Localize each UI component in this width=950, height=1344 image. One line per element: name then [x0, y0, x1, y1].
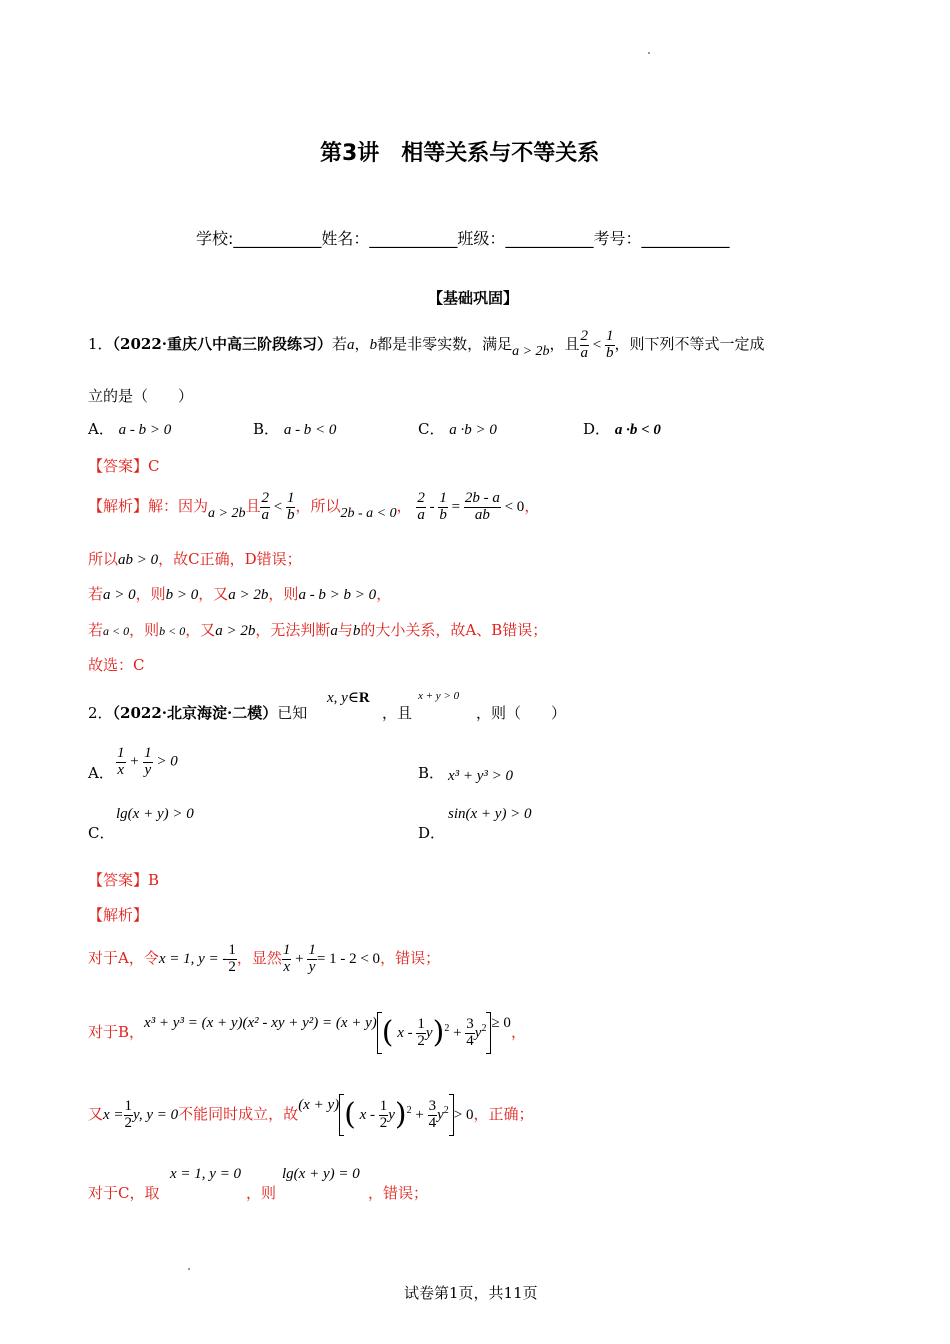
text: ， — [510, 1023, 526, 1041]
q1-analysis-line2 — [88, 548, 302, 569]
math: x³ + y³ = (x + y)(x² - xy + y²) = (x + y) — [144, 1015, 377, 1031]
analysis-head: 【解析】解：因为 — [88, 497, 209, 515]
math: a > 2b — [208, 506, 246, 521]
q2-answer: 【答案】B — [88, 871, 160, 889]
q2-option-c-expr: lg(x + y) > 0 — [116, 806, 194, 822]
math: a - b > b > 0 — [298, 587, 377, 603]
frac: $\frac{2b - a}{ab}$ — [464, 489, 500, 523]
q1-text: 都是非零实数，满足 — [377, 335, 513, 353]
class-label: 班级： — [457, 229, 506, 248]
number-blank: ___________ — [641, 229, 730, 248]
q2-option-b-label: B． — [418, 764, 445, 782]
decorative-dot — [188, 1268, 190, 1270]
class-blank: ___________ — [505, 229, 594, 248]
text: 又 — [88, 1105, 104, 1123]
option-label: B． — [253, 420, 280, 438]
text: 不能同时成立，故 — [178, 1105, 299, 1123]
text: 且 — [245, 497, 261, 515]
option-label: D． — [583, 420, 611, 438]
q2-option-c-label: C． — [88, 824, 115, 842]
q2-analysis-c-text2: ，则 — [246, 1184, 277, 1202]
name-label: 姓名： — [321, 229, 370, 248]
text: ，无法判断 — [255, 621, 331, 639]
text: ，则 — [268, 585, 299, 603]
q2-analysis-a: 对于A，令x = 1, y = - $\frac{1}{2}$ ，显然 $\frac{1}{x}$ + $\frac{1}{y}$ = 1 - 2 < 0，错误； — [88, 941, 441, 975]
math: = 1 - 2 < 0 — [316, 951, 381, 967]
frac: $\frac{1}{2}$ — [124, 1097, 133, 1131]
frac: $\frac{2}{a}$ — [417, 489, 425, 523]
q2-option-b-expr: x³ + y³ > 0 — [448, 768, 514, 784]
page-footer: 试卷第1页，共11页 — [404, 1284, 538, 1302]
math: y, y = 0 — [133, 1107, 179, 1123]
text: 若 — [88, 621, 104, 639]
option-expr: a ·b > 0 — [449, 422, 497, 438]
q2-cond2: x + y > 0 — [418, 690, 460, 702]
text: ， — [396, 497, 412, 515]
q1-text: ， — [354, 335, 370, 353]
text: ，所以 — [295, 497, 341, 515]
math: x = — [103, 1107, 124, 1123]
math: x = 1, y = - — [158, 951, 228, 967]
q1-frac-2a: $\frac{2}{a}$ — [580, 327, 589, 361]
option-label: C． — [418, 420, 445, 438]
frac: $\frac{1}{2}$ — [228, 941, 236, 975]
math: a < 0 — [103, 624, 130, 638]
text: 对于B， — [88, 1023, 145, 1041]
q1-frac-1b: $\frac{1}{b}$ — [606, 327, 614, 361]
text: 与 — [337, 621, 353, 639]
text: ，则 — [135, 585, 166, 603]
text: ，错误； — [380, 949, 441, 967]
text: ， — [376, 585, 392, 603]
frac: $\frac{1}{x}$ — [117, 745, 125, 778]
q1-text: 若 — [332, 335, 348, 353]
text: ， — [524, 497, 540, 515]
math: ≥ 0 — [491, 1015, 511, 1031]
bracket-expr: ( x - $\frac{1}{2}$ y)$^2$ + $\frac{3}{4}$ $y^2$ — [377, 1023, 492, 1041]
q2-analysis-head: 【解析】 — [88, 906, 149, 924]
q1-source: （2022·重庆八中高三阶段练习） — [112, 335, 333, 353]
q2-cond1 — [327, 688, 370, 707]
math: a > 2b — [228, 587, 269, 603]
q1-var-a: a — [347, 337, 355, 353]
q2-analysis-b2 — [88, 1086, 534, 1140]
q1-option-d — [583, 418, 661, 439]
bracket-expr: ( x - $\frac{1}{2}$ y)$^2$ + $\frac{3}{4}$ $y^2$ — [339, 1105, 454, 1123]
q1-option-c — [418, 418, 497, 439]
q2-option-d-label: D． — [418, 824, 446, 842]
text: 若 — [88, 585, 104, 603]
q2-text: ，且 — [382, 704, 413, 722]
math: 2b - a < 0 — [340, 506, 397, 521]
q1-text: ，且 — [549, 335, 580, 353]
q2-option-d-expr: sin(x + y) > 0 — [448, 806, 532, 822]
math: a — [330, 623, 338, 639]
q1-stem: 1．（2022·重庆八中高三阶段练习）若a，b都是非零实数，满足a > 2b，且 $\frac{2}{a}$ < $\frac{1}{b}$ ，则下列不等式一定成 — [88, 327, 765, 361]
math: b > 0 — [165, 587, 199, 603]
math: x, y∈ — [327, 690, 359, 706]
math: a > 0 — [103, 587, 136, 603]
school-label: 学校: — [196, 229, 234, 248]
frac: $\frac{1}{x}$ — [282, 941, 291, 975]
q1-analysis-line3 — [88, 583, 391, 604]
q2-option-a-label: A． — [88, 764, 114, 782]
q2-text: ，则（ ） — [476, 704, 567, 722]
q2-source: （2022·北京海淀·二模） — [112, 704, 278, 722]
math: b < 0 — [159, 624, 186, 638]
text: ，又 — [198, 585, 229, 603]
frac: $\frac{2}{a}$ — [261, 489, 269, 523]
q2-analysis-c-text3: ，错误； — [368, 1184, 429, 1202]
q1-var-b: b — [369, 337, 378, 353]
text: ，则 — [129, 621, 160, 639]
text: ，显然 — [236, 949, 282, 967]
text: ，故C正确，D错误； — [158, 550, 302, 568]
q1-text: ，则下列不等式一定成 — [614, 335, 765, 353]
school-blank: ___________ — [233, 229, 322, 248]
text: ，又 — [185, 621, 216, 639]
option-expr: a - b > 0 — [118, 422, 172, 438]
text: 的大小关系，故A、B错误； — [360, 621, 548, 639]
decorative-dot — [648, 52, 650, 54]
q1-final: 故选：C — [88, 656, 145, 674]
student-info-line — [196, 226, 729, 249]
name-blank: ___________ — [369, 229, 458, 248]
math: ab > 0 — [118, 552, 159, 568]
q2-analysis-c-math2: lg(x + y) = 0 — [282, 1166, 360, 1182]
q2-number: 2． — [88, 704, 113, 722]
math: a > 2b — [215, 623, 256, 639]
q1-answer: 【答案】C — [88, 457, 160, 475]
number-label: 考号： — [593, 229, 642, 248]
q1-option-a — [88, 418, 171, 439]
q1-option-b — [253, 418, 336, 439]
option-expr: a - b < 0 — [283, 422, 337, 438]
q1-analysis-line1: 【解析】解：因为a > 2b且 $\frac{2}{a}$ < $\frac{1}{b}$ ，所以2b - a < 0， $\frac{2}{a}$ - $\frac{1}{b}$ = $\frac{2b - a}{ab}$ < 0， — [88, 489, 540, 523]
page-title: 第3讲 相等关系与不等关系 — [320, 141, 600, 166]
math: (x + y) — [298, 1097, 340, 1113]
frac: $\frac{1}{b}$ — [439, 489, 447, 523]
text: 已知 — [277, 704, 308, 722]
option-label: A． — [88, 420, 114, 438]
q2-analysis-c-math1: x = 1, y = 0 — [170, 1166, 242, 1182]
q1-analysis-line4 — [88, 619, 547, 640]
q2-analysis-b — [88, 1004, 526, 1058]
math-set-R: R — [358, 690, 370, 706]
text: 对于A，令 — [88, 949, 159, 967]
text: ，正确； — [473, 1105, 534, 1123]
section-heading: 【基础巩固】 — [428, 289, 519, 307]
q1-stem-line2: 立的是（ ） — [88, 387, 194, 405]
text: 所以 — [88, 550, 119, 568]
math: b — [352, 623, 361, 639]
q2-analysis-c-text1: 对于C，取 — [88, 1184, 160, 1202]
option-expr: a ·b < 0 — [614, 422, 661, 438]
q1-number: 1． — [88, 335, 113, 353]
math: > 0 — [453, 1107, 474, 1123]
frac: $\frac{1}{y}$ — [144, 745, 152, 778]
frac: $\frac{1}{y}$ — [308, 941, 316, 975]
q2-option-a-expr: $\frac{1}{x}$ + $\frac{1}{y}$ > 0 — [117, 745, 178, 778]
frac: $\frac{1}{b}$ — [286, 489, 295, 523]
q2-stem — [88, 702, 307, 723]
q1-condition-1: a > 2b — [512, 344, 550, 359]
